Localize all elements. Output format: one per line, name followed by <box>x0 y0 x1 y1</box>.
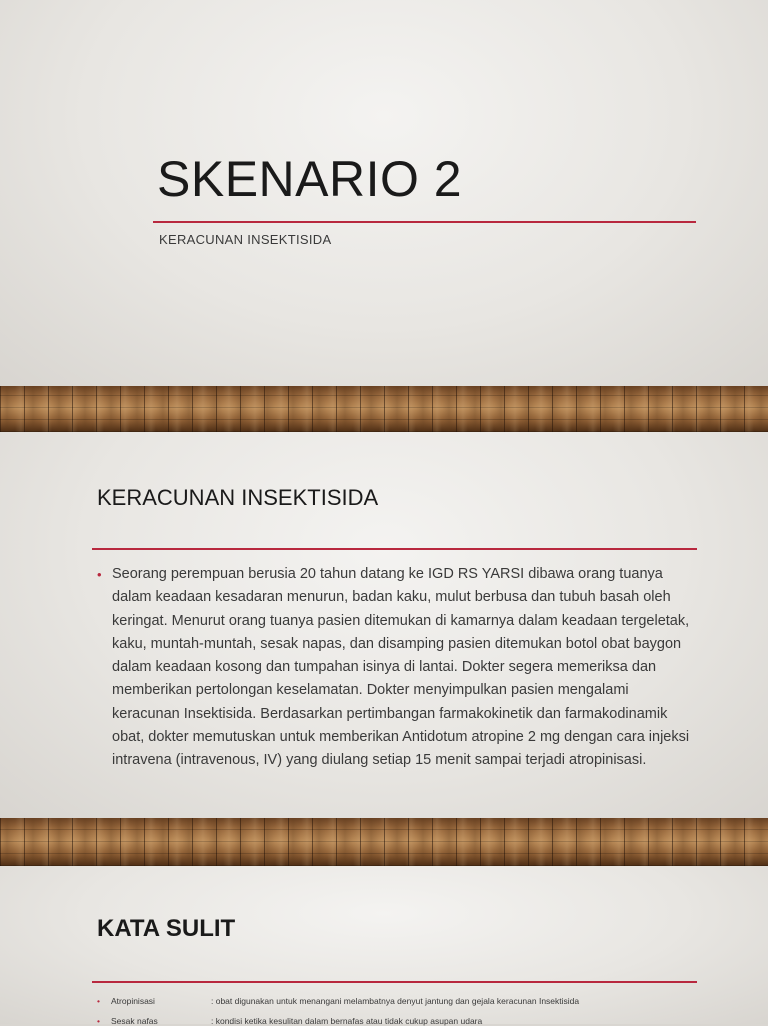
slide-2-body <box>97 563 697 773</box>
slide-1 <box>0 0 768 386</box>
term-name: Atropinisasi <box>111 996 155 1006</box>
slide-2-paragraph: Seorang perempuan berusia 20 tahun datang ke IGD RS YARSI dibawa orang tuanya dalam keadaan kesadaran menurun, badan kaku, mulut berbusa dan tubuh basah oleh keringat. Menurut orang tuanya pasien ditemukan di kamarnya dalam keadaan tergeletak, kaku, muntah-muntah, sesak napas, dan disamping pasien ditemukan botol obat baygon dalam keadaan kosong dan tumpahan isinya di lantai. Dokter segera memeriksa dan memberikan pertolongan keselamatan. Dokter menyimpulkan pasien mengalami keracunan Insektisida. Berdasarkan pertimbangan farmakokinetik dan farmakodinamik obat, dokter memutuskan untuk memberikan Antidotum atropine 2 mg dengan cara injeksi intravena (intravenous, IV) yang diulang setiap 15 menit sampai terjadi atropinisasi. <box>112 566 690 769</box>
slide-3-title: KATA SULIT <box>97 915 236 942</box>
bullet-icon: • <box>97 1016 100 1026</box>
bullet-icon: • <box>97 567 102 582</box>
wood-floor-divider <box>0 818 768 866</box>
term-definition: : kondisi ketika kesulitan dalam bernafas atau tidak cukup asupan udara <box>211 1016 483 1026</box>
slide-1-subtitle: KERACUNAN INSEKTISIDA <box>159 232 332 247</box>
wood-floor-divider <box>0 386 768 432</box>
bullet-icon: • <box>97 996 100 1006</box>
term-definition: : obat digunakan untuk menangani melambatnya denyut jantung dan gejala keracunan Insektisida <box>211 996 580 1006</box>
slide-2-divider <box>92 548 697 550</box>
term-name: Sesak nafas <box>111 1016 158 1026</box>
slide-3-divider <box>92 981 697 983</box>
slide-2-title: KERACUNAN INSEKTISIDA <box>97 485 379 510</box>
slide-1-title: SKENARIO 2 <box>157 151 463 207</box>
slide-1-divider <box>153 221 696 223</box>
